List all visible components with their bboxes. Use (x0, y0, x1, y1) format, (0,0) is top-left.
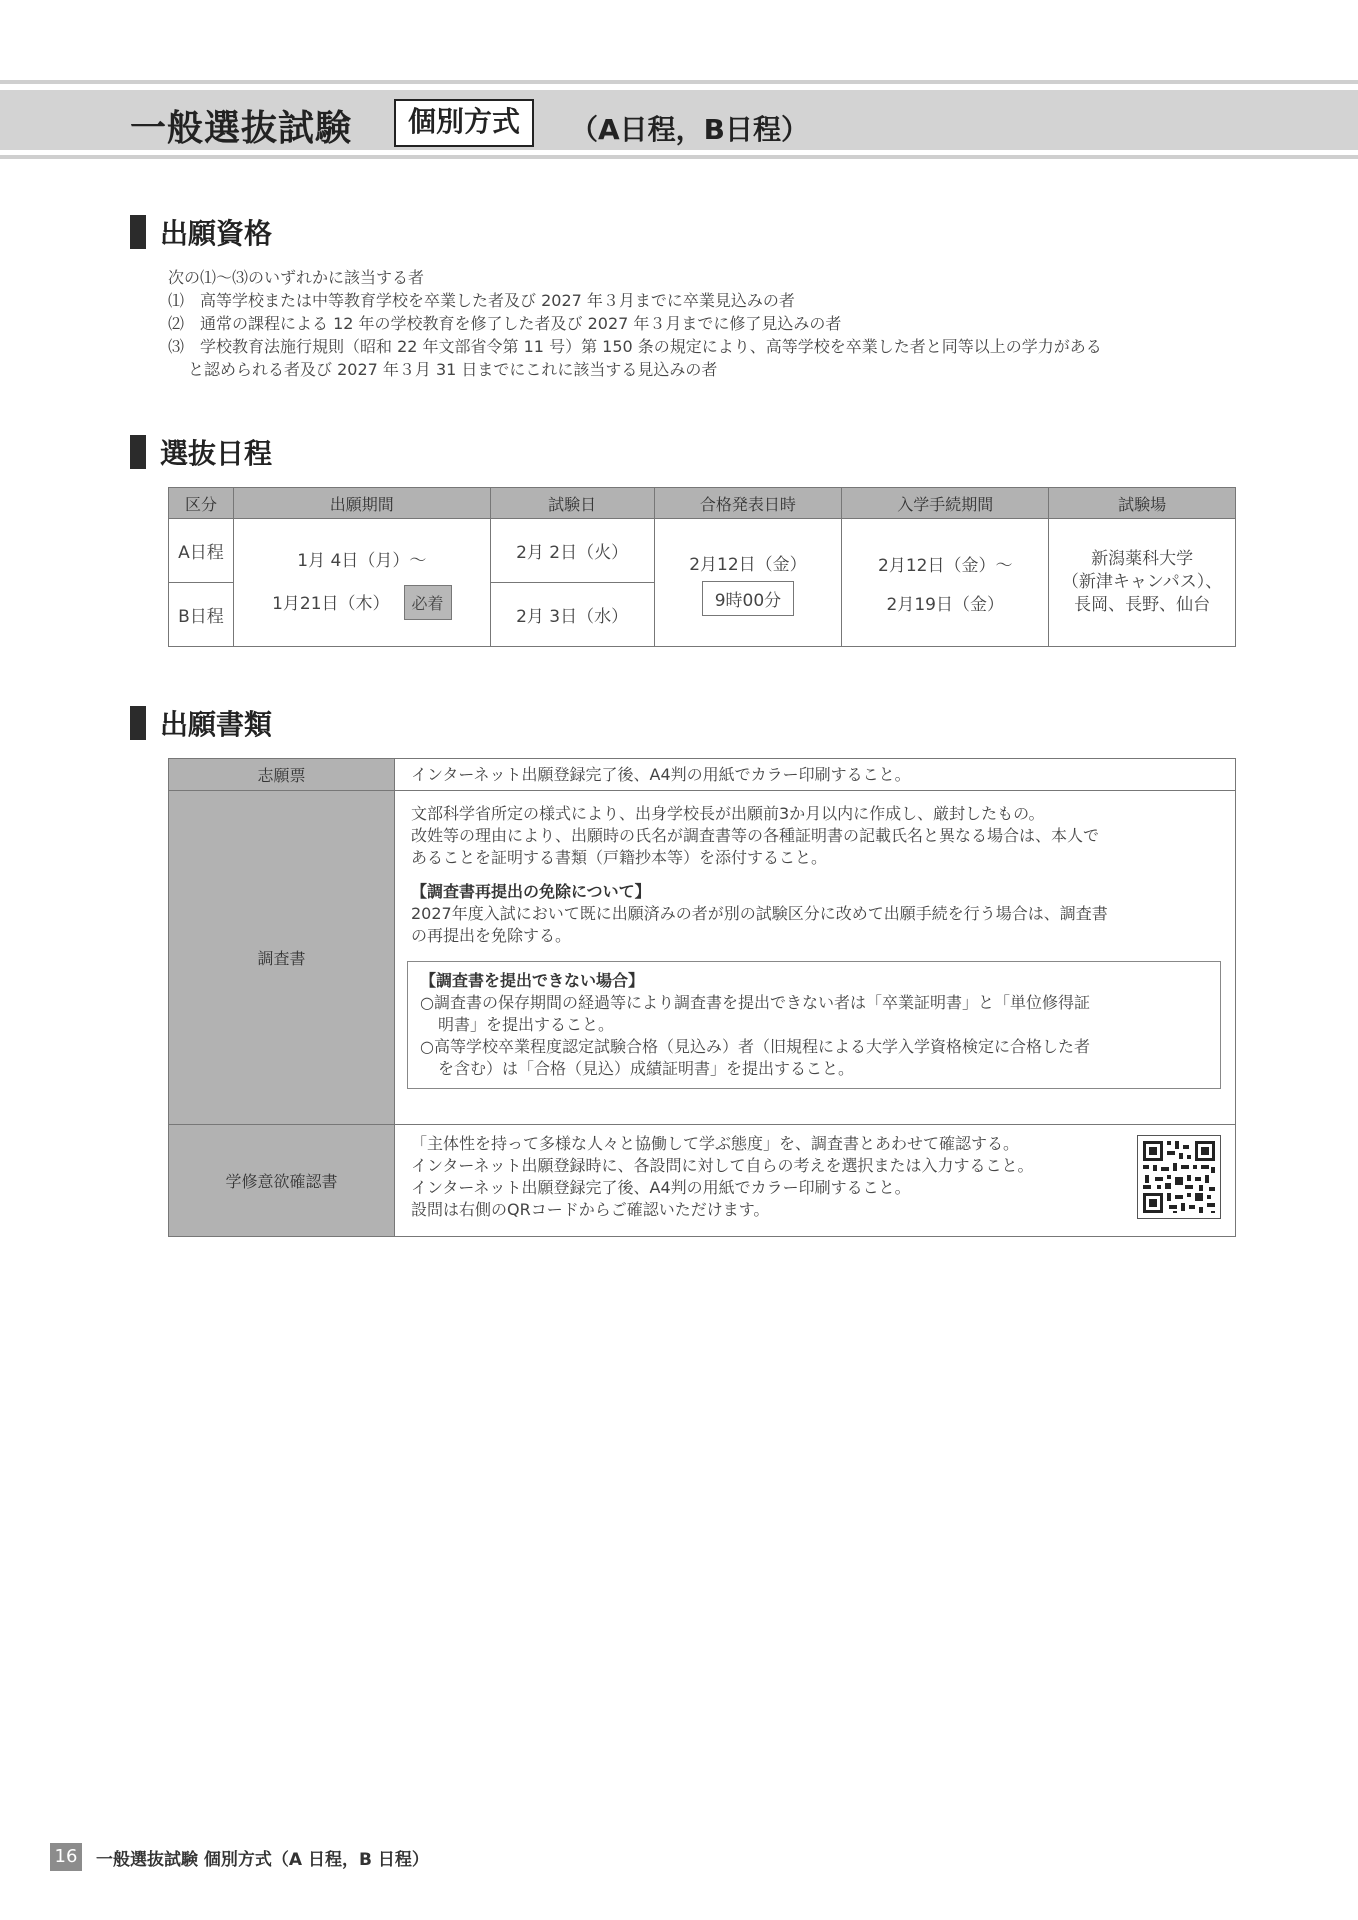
doc-content-transcript (395, 791, 1236, 1125)
announce-time-box: 9時00分 (702, 581, 794, 616)
section-title: 選抜日程 (160, 437, 273, 470)
announcement (654, 519, 842, 647)
section-title: 出願資格 (160, 217, 273, 250)
col-header: 合格発表日時 (654, 488, 842, 519)
exemption-title: 【調査書再提出の免除について】 (411, 882, 651, 901)
period-end: 1月21日（木） (272, 593, 390, 614)
row-label-a: A日程 (169, 519, 234, 583)
doc-text: 設問は右側のQRコードからご確認いただけます。 (411, 1200, 770, 1219)
col-header: 区分 (169, 488, 234, 519)
doc-text: あることを証明する書類（戸籍抄本等）を添付すること。 (411, 848, 828, 867)
doc-text: ○調査書の保存期間の経過等により調査書を提出できない者は「卒業証明書」と「単位修得証 (420, 993, 1090, 1012)
top-rule-2 (0, 155, 1358, 159)
doc-content-application (395, 759, 1236, 791)
section-title: 出願書類 (160, 708, 273, 741)
doc-label-application: 志願票 (169, 759, 395, 791)
application-period (233, 519, 490, 647)
col-header: 試験日 (490, 488, 654, 519)
exam-date-b: 2月 3日（水） (490, 583, 654, 647)
eligibility-line: ⑶ 学校教育法施行規則（昭和 22 年文部省令第 11 号）第 150 条の規定により、高等学校を卒業した者と同等以上の学力がある (168, 337, 1102, 356)
eligibility-line: ⑵ 通常の課程による 12 年の学校教育を修了した者及び 2027 年３月までに修了見込みの者 (168, 314, 842, 333)
doc-text: 2027年度入試において既に出願済みの者が別の試験区分に改めて出願手続を行う場合は、調査書 (411, 904, 1108, 923)
section-schedule (130, 434, 272, 470)
page-footer (50, 1843, 429, 1871)
documents-table (168, 758, 1236, 1237)
top-rule-1 (0, 80, 1358, 84)
section-bar (130, 706, 146, 740)
period-start: 1月 4日（月）〜 (297, 550, 427, 571)
doc-text: 「主体性を持って多様な人々と協働して学ぶ態度」を、調査書とあわせて確認する。 (411, 1134, 1020, 1153)
qr-code-icon[interactable] (1137, 1135, 1221, 1219)
venue-line: （新津キャンパス）、 (1061, 572, 1223, 592)
doc-text: インターネット出願登録時に、各設問に対して自らの考えを選択または入力すること。 (411, 1156, 1034, 1175)
exam-date-a: 2月 2日（火） (490, 519, 654, 583)
col-header: 試験場 (1049, 488, 1236, 519)
section-documents (130, 705, 272, 741)
announce-date: 2月12日（金） (689, 554, 807, 575)
procedure-start: 2月12日（金）〜 (878, 555, 1013, 576)
page-title: 一般選抜試験 (130, 108, 353, 149)
cannot-submit-title: 【調査書を提出できない場合】 (420, 971, 645, 990)
row-label-b: B日程 (169, 583, 234, 647)
period-end-row (234, 585, 490, 620)
title-schedule: （A日程，B日程） (570, 113, 810, 146)
col-header: 入学手続期間 (842, 488, 1049, 519)
doc-text: ○高等学校卒業程度認定試験合格（見込み）者（旧規程による大学入学資格検定に合格した者 (420, 1037, 1090, 1056)
cannot-submit-box (407, 961, 1221, 1089)
page-number: 16 (50, 1843, 82, 1871)
doc-text: 改姓等の理由により、出願時の氏名が調査書等の各種証明書の記載氏名と異なる場合は、本人で (411, 826, 1100, 845)
exam-venue (1049, 519, 1236, 647)
doc-text: インターネット出願登録完了後、A4判の用紙でカラー印刷すること。 (411, 1178, 911, 1197)
title-method-box: 個別方式 (394, 99, 534, 147)
doc-content-motivation (395, 1125, 1236, 1237)
venue-line: 新潟薬科大学 (1091, 549, 1194, 569)
doc-text: 明書」を提出すること。 (438, 1015, 615, 1034)
schedule-table (168, 487, 1236, 647)
footer-title: 一般選抜試験 個別方式（A 日程，B 日程） (96, 1849, 429, 1870)
eligibility-text (168, 266, 1248, 381)
doc-label-transcript: 調査書 (169, 791, 395, 1125)
eligibility-line: 次の⑴〜⑶のいずれかに該当する者 (168, 268, 425, 287)
eligibility-line: と認められる者及び 2027 年３月 31 日までにこれに該当する見込みの者 (188, 360, 718, 379)
section-bar (130, 215, 146, 249)
doc-label-motivation: 学修意欲確認書 (169, 1125, 395, 1237)
doc-text: 文部科学省所定の様式により、出身学校長が出願前3か月以内に作成し、厳封したもの。 (411, 804, 1045, 823)
section-eligibility (130, 214, 272, 250)
doc-text: を含む）は「合格（見込）成績証明書」を提出すること。 (438, 1059, 855, 1078)
doc-text: インターネット出願登録完了後、A4判の用紙でカラー印刷すること。 (411, 765, 911, 784)
section-bar (130, 435, 146, 469)
venue-line: 長岡、長野、仙台 (1074, 595, 1211, 615)
col-header: 出願期間 (233, 488, 490, 519)
procedure-end: 2月19日（金） (886, 594, 1004, 615)
must-arrive-badge: 必着 (404, 585, 452, 620)
doc-text: の再提出を免除する。 (411, 926, 572, 945)
eligibility-line: ⑴ 高等学校または中等教育学校を卒業した者及び 2027 年３月までに卒業見込みの者 (168, 291, 795, 310)
procedure-period (842, 519, 1049, 647)
